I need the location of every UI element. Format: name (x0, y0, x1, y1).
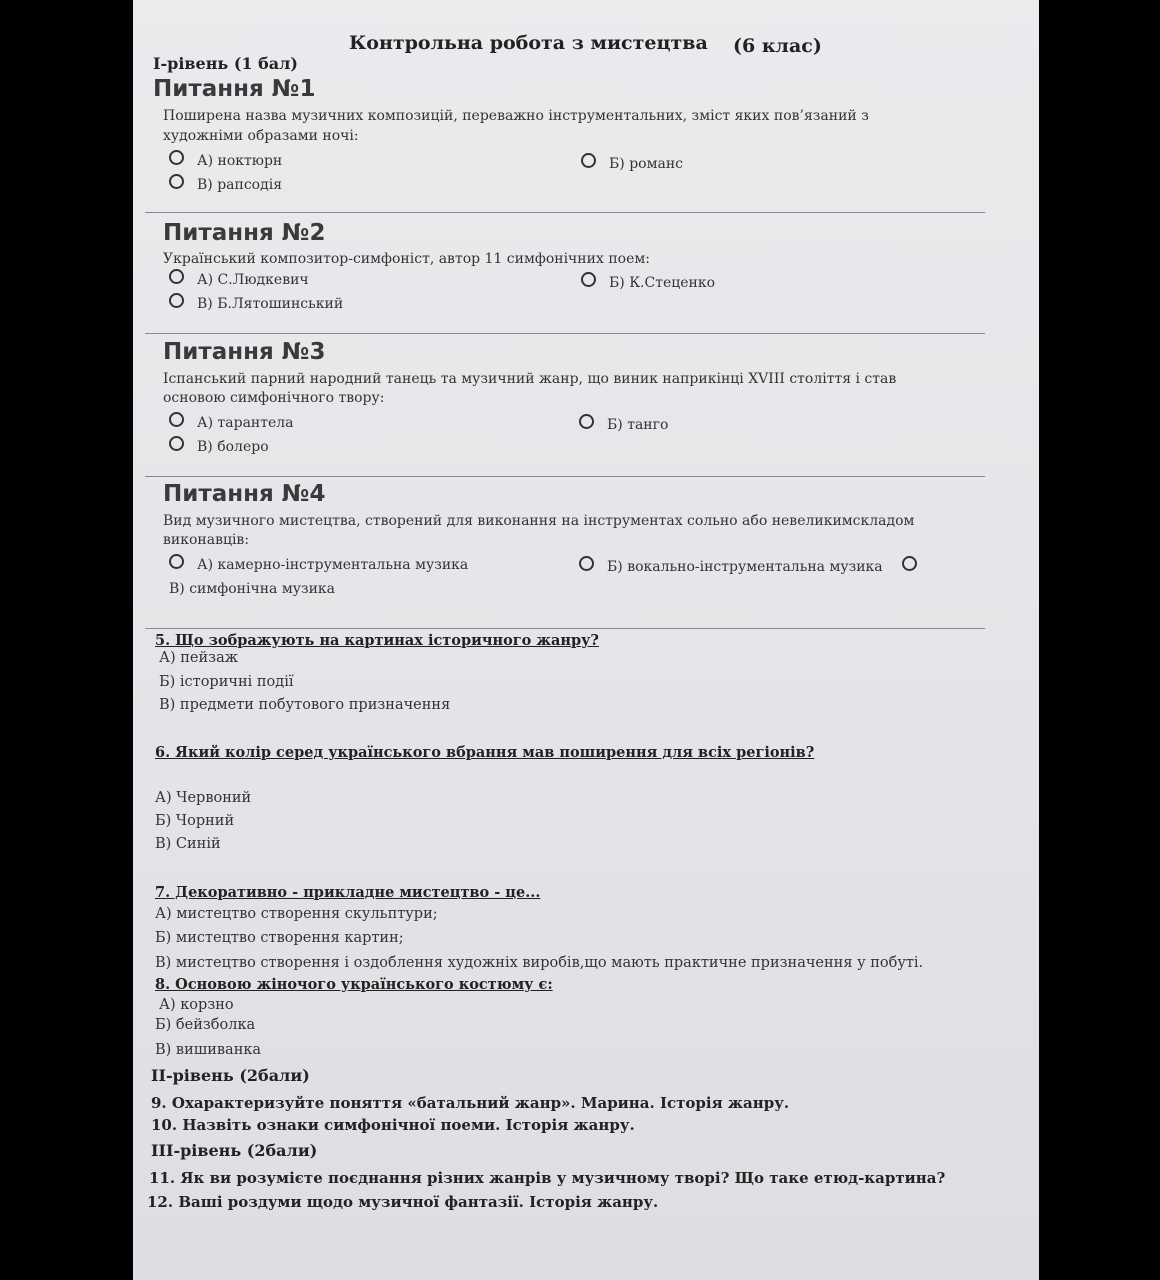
question-10: 10. Назвіть ознаки симфонічної поеми. Історія жанру. (151, 1116, 635, 1134)
question-6-heading: 6. Який колір серед українського вбрання мав поширення для всіх регіонів? (155, 744, 815, 761)
question-3-heading: Питання №3 (163, 339, 326, 365)
q8-option-a: А) корзно (159, 997, 234, 1013)
page-title: Контрольна робота з мистецтва (349, 32, 708, 54)
q2-option-b-radio[interactable] (581, 272, 596, 287)
q8-option-b: Б) бейзболка (155, 1017, 256, 1033)
grade-label: (6 клас) (733, 35, 822, 57)
divider (145, 333, 985, 334)
q3-option-a-radio[interactable] (169, 412, 184, 427)
test-sheet (133, 0, 1039, 1280)
q7-option-v: В) мистецтво створення і оздоблення художніх виробів,що мають практичне призначення у побуті. (155, 955, 924, 971)
question-3-text-line-1: Іспанський парний народний танець та музичний жанр, що виник наприкінці XVIII століття і став (163, 371, 897, 387)
q7-option-b: Б) мистецтво створення картин; (155, 930, 404, 946)
question-1-text-line-1: Поширена назва музичних композицій, переважно інструментальних, зміст яких пов’язаний з (163, 108, 869, 124)
q4-option-v-radio[interactable] (902, 556, 917, 571)
q2-option-v-radio[interactable] (169, 293, 184, 308)
question-2-heading: Питання №2 (163, 220, 326, 246)
q3-option-b-label: Б) танго (607, 417, 669, 433)
q4-option-b-radio[interactable] (579, 556, 594, 571)
q7-option-a: А) мистецтво створення скульптури; (155, 906, 438, 922)
level-1-heading: І-рівень (1 бал) (153, 54, 298, 73)
q8-option-v: В) вишиванка (155, 1042, 262, 1058)
q4-option-a-radio[interactable] (169, 554, 184, 569)
question-4-text-line-2: виконавців: (163, 532, 250, 548)
question-3-text-line-2: основою симфонічного твору: (163, 390, 385, 406)
q2-option-a-radio[interactable] (169, 269, 184, 284)
q5-option-b: Б) історичні події (159, 674, 294, 690)
question-12: 12. Ваші роздуми щодо музичної фантазії. Історія жанру. (147, 1193, 659, 1211)
question-2-text-line-1: Український композитор-симфоніст, автор 11 симфонічних поем: (163, 251, 650, 267)
divider (145, 212, 985, 213)
question-1-heading: Питання №1 (153, 76, 316, 102)
q6-option-v: В) Синій (155, 836, 221, 852)
q6-option-b: Б) Чорний (155, 813, 235, 829)
question-7-heading: 7. Декоративно - прикладне мистецтво - це... (155, 884, 541, 901)
divider (145, 628, 985, 629)
q1-option-v-radio[interactable] (169, 174, 184, 189)
q1-option-b-label: Б) романс (609, 156, 683, 172)
q5-option-v: В) предмети побутового призначення (159, 697, 451, 713)
level-2-heading: ІІ-рівень (2бали) (151, 1066, 310, 1085)
q2-option-a-label: А) С.Людкевич (197, 272, 309, 288)
q4-option-b-label: Б) вокально-інструментальна музика (607, 559, 883, 575)
q1-option-a-label: А) ноктюрн (197, 153, 283, 169)
question-11: 11. Як ви розумієте поєднання різних жанрів у музичному творі? Що таке етюд-картина? (149, 1169, 946, 1187)
q4-option-a-label: А) камерно-інструментальна музика (197, 557, 469, 573)
q2-option-b-label: Б) К.Стеценко (609, 275, 716, 291)
question-8-heading: 8. Основою жіночого українського костюму є: (155, 976, 553, 993)
q3-option-v-label: В) болеро (197, 439, 269, 455)
question-9: 9. Охарактеризуйте поняття «батальний жанр». Марина. Історія жанру. (151, 1094, 790, 1112)
q1-option-b-radio[interactable] (581, 153, 596, 168)
level-3-heading: ІІІ-рівень (2бали) (151, 1141, 318, 1160)
q3-option-b-radio[interactable] (579, 414, 594, 429)
question-1-text-line-2: художніми образами ночі: (163, 128, 359, 144)
q3-option-a-label: А) тарантела (197, 415, 294, 431)
q3-option-v-radio[interactable] (169, 436, 184, 451)
q5-option-a: А) пейзаж (159, 650, 239, 666)
q1-option-v-label: В) рапсодія (197, 177, 283, 193)
question-5-heading: 5. Що зображують на картинах історичного жанру? (155, 632, 599, 649)
q2-option-v-label: В) Б.Лятошинський (197, 296, 344, 312)
divider (145, 476, 985, 477)
question-4-text-line-1: Вид музичного мистецтва, створений для виконання на інструментах сольно або невеликимскладом (163, 513, 915, 529)
q4-option-v-label: В) симфонічна музика (169, 581, 336, 597)
q6-option-a: А) Червоний (155, 790, 252, 806)
question-4-heading: Питання №4 (163, 481, 326, 507)
q1-option-a-radio[interactable] (169, 150, 184, 165)
